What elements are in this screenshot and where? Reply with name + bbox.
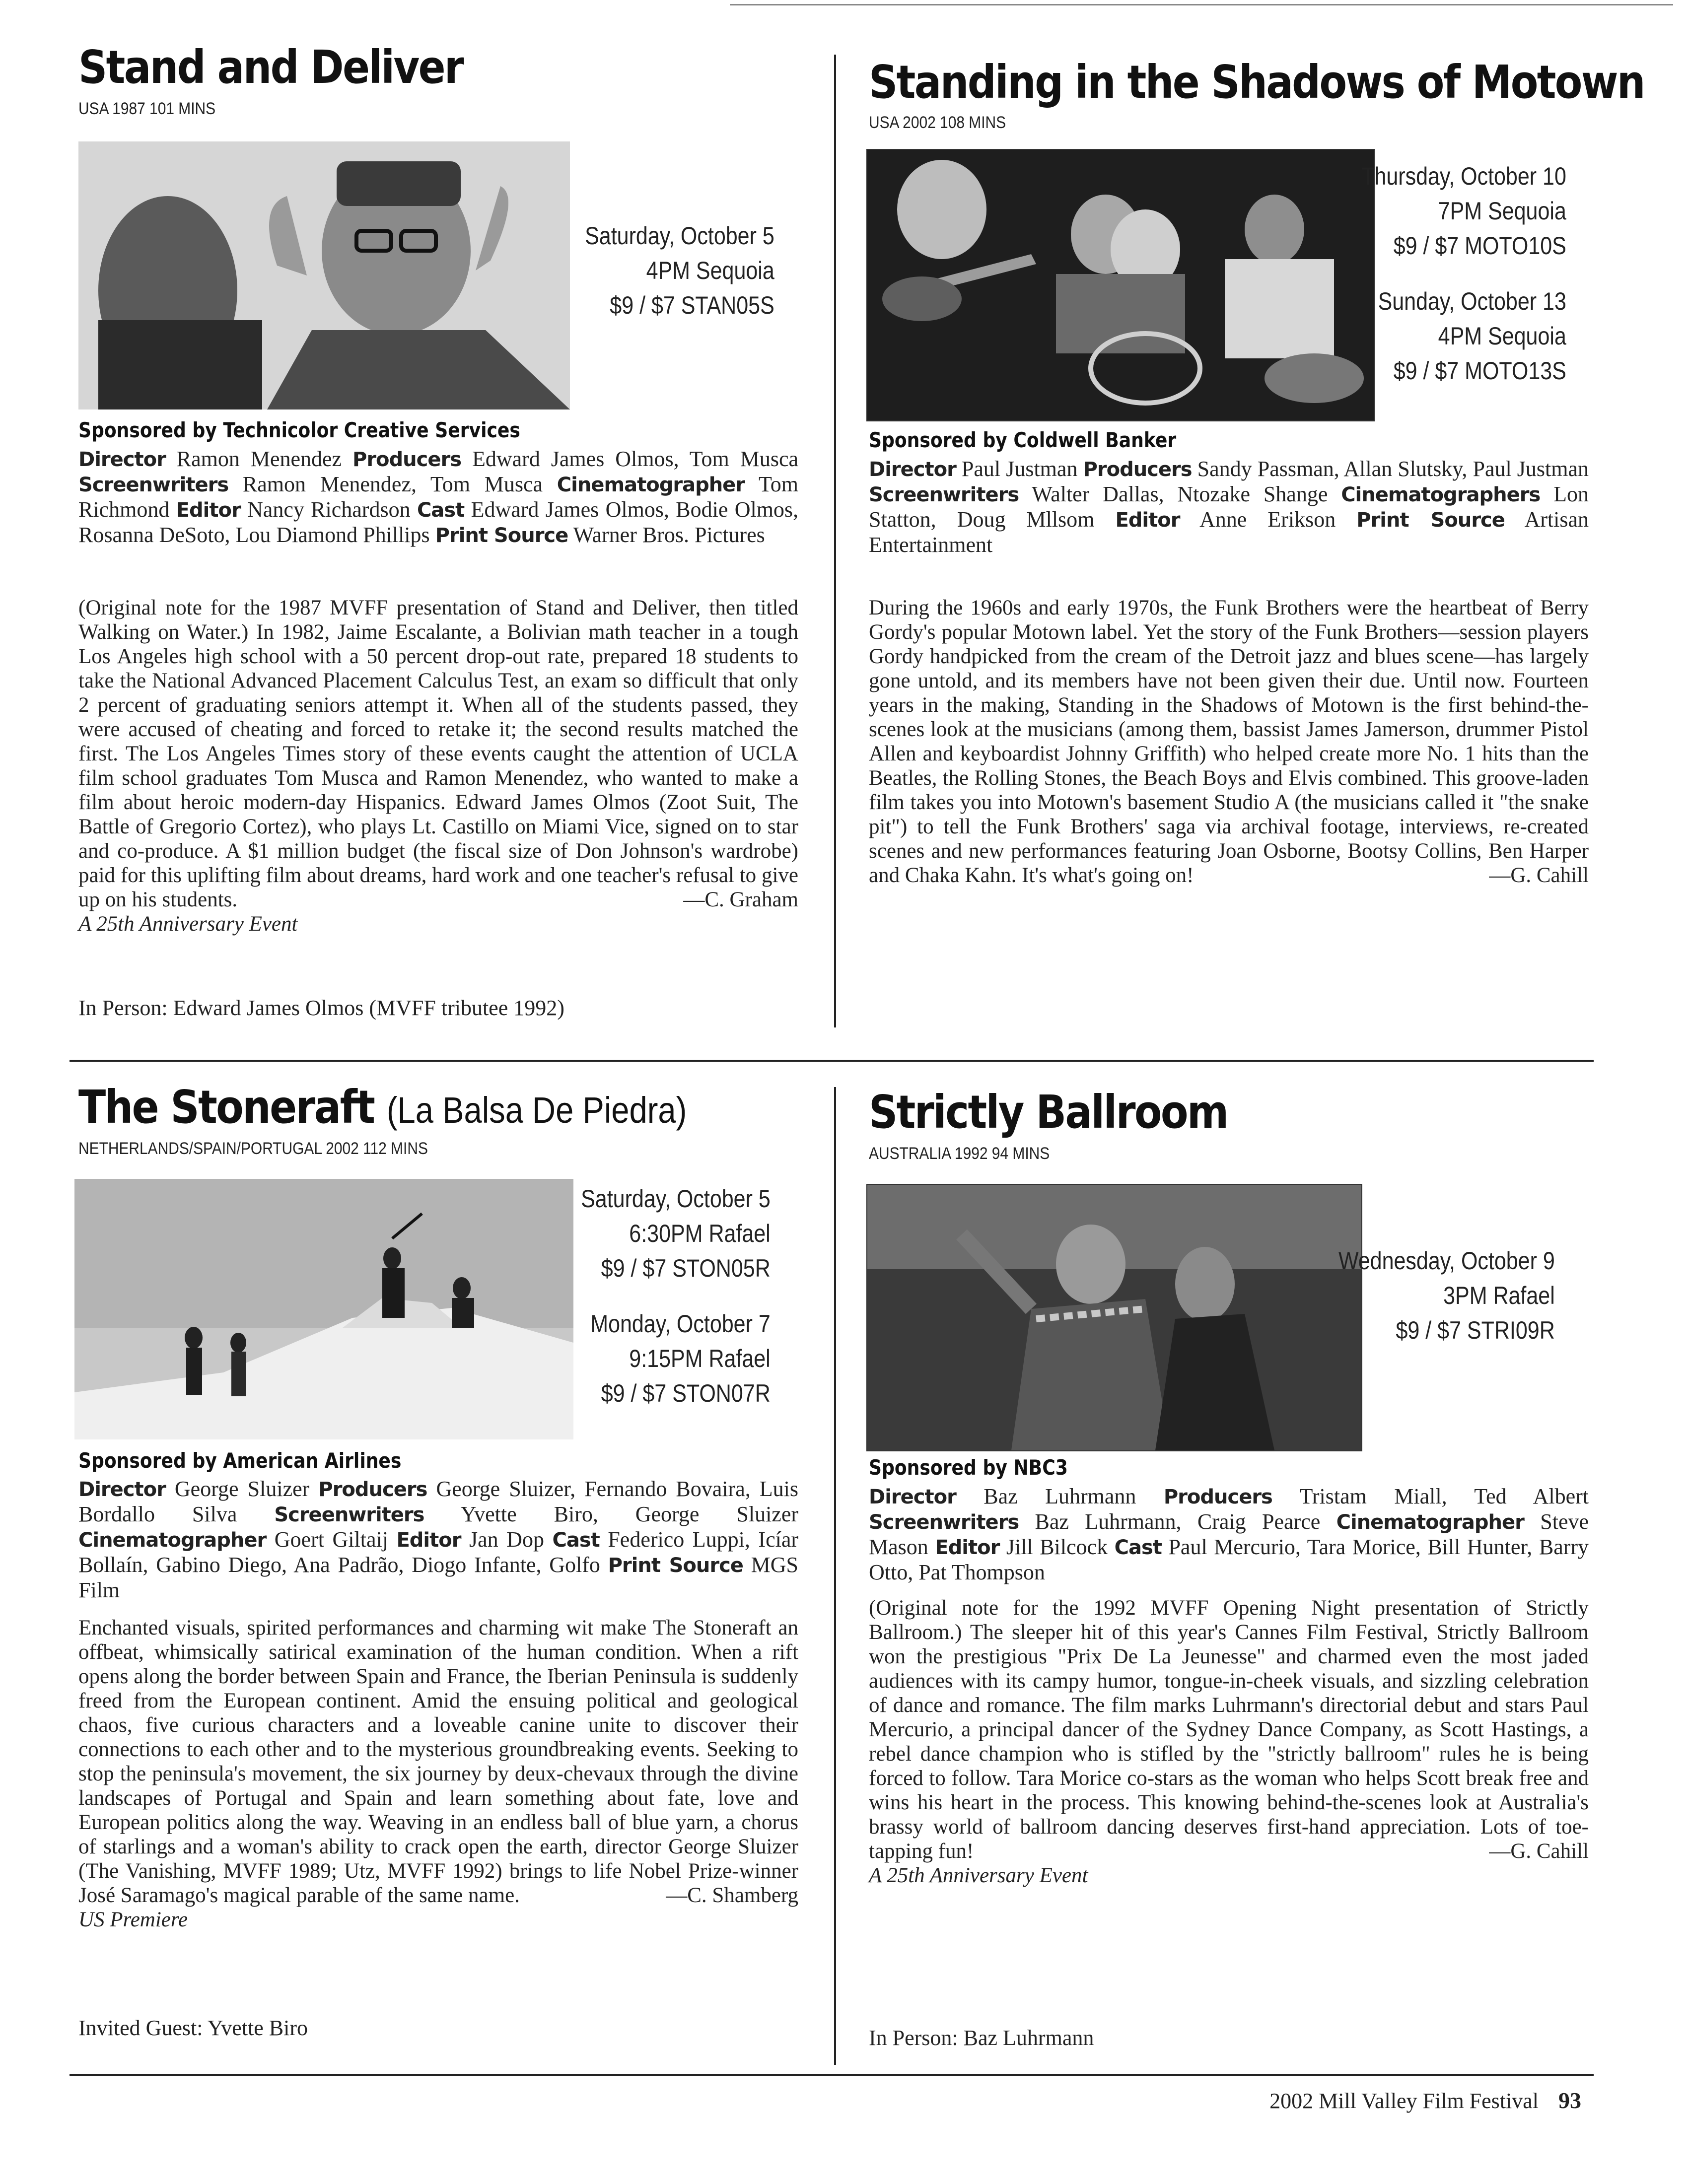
page-footer bbox=[1269, 2087, 1581, 2114]
credit-role: Director bbox=[78, 448, 166, 471]
credit-names: Paul Mercurio, Tara Morice, Bill Hunter, Barry Otto, Pat Thompson bbox=[869, 1535, 1589, 1584]
film-still-stand-and-deliver bbox=[78, 141, 570, 410]
credit-role: Cinematographer bbox=[78, 1529, 267, 1552]
screening-schedule bbox=[1338, 1243, 1555, 1348]
credit-names: Steve Mason bbox=[869, 1509, 1589, 1559]
credit-role: Producers bbox=[1083, 458, 1192, 481]
film-description bbox=[78, 596, 798, 936]
credit-names: Warner Bros. Pictures bbox=[573, 523, 765, 547]
screening bbox=[581, 1306, 771, 1411]
event-note: A 25th Anniversary Event bbox=[869, 1864, 1088, 1887]
credit-names: Walter Dallas, Ntozake Shange bbox=[1032, 482, 1328, 506]
credit-names: Paul Justman bbox=[961, 457, 1078, 481]
description-text: Enchanted visuals, spirited performances and charming wit make The Stoneraft an offbeat, whimsically satirical examination of the human condition. When a rift opens along the border between Spain and France, the Iberian Peninsula is suddenly freed from the European continent. Amid the ensuing political and geological chaos, five curious characters and a loveable canine unite to discover their connections to each other and to the mysterious groundbreaking events. Seeking to stop the peninsula's movement, the six journey by deux-chevaux through the divine landscapes of Portugal and Spain and learn something about fate, love and European politics along the way. Weaving in an endless ball of blue yarn, a chorus of starlings and a woman's ability to crack open the earth, director George Sluizer (The Vanishing, MVFF 1989; Utz, MVFF 1992) brings to life Nobel Prize-winner José Saramago's magical parable of the same name. bbox=[78, 1616, 798, 1907]
screening-day: Monday, October 7 bbox=[590, 1310, 771, 1338]
description-text: During the 1960s and early 1970s, the Funk Brothers were the heartbeat of Berry Gordy's popular Motown label. Yet the story of the Funk Brothers—session players Gordy handpicked from the cream of the Detroit jazz and blues scene—has largely gone untold, and its members have not been given their due. Until now. Fourteen years in the making, Standing in the Shadows of Motown is the first behind-the-scenes look at the musicians (among them, bassist James Jamerson, drummer Pistol Allen and keyboardist Johnny Griffith) who helped create more No. 1 hits than the Beatles, the Rolling Stones, the Beach Boys and Elvis combined. This groove-laden film takes you into Motown's basement Studio A (the musicians called it "the snake pit") to tell the Funk Brothers' saga via archival footage, interviews, re-created scenes and new performances featuring Joan Osborne, Bootsy Collins, Ben Harper and Chaka Kahn. It's what's going on! bbox=[869, 596, 1589, 887]
credit-role: Print Source bbox=[608, 1554, 743, 1577]
event-note: A 25th Anniversary Event bbox=[78, 912, 298, 936]
credit-role: Cast bbox=[1114, 1536, 1162, 1559]
screening-day: Sunday, October 13 bbox=[1378, 287, 1566, 315]
credit-role: Editor bbox=[935, 1536, 1000, 1559]
credit-role: Screenwriters bbox=[274, 1503, 424, 1526]
section-divider bbox=[70, 1060, 1594, 1062]
credit-role: Director bbox=[869, 1486, 956, 1508]
credit-role: Cinematographer bbox=[557, 474, 745, 496]
film-still-strictly-ballroom bbox=[866, 1184, 1362, 1451]
review-signature: —G. Cahill bbox=[1489, 1840, 1589, 1863]
credit-names: Edward James Olmos, Bodie Olmos, Rosanna DeSoto, Lou Diamond Phillips bbox=[78, 497, 799, 547]
screening-time-venue: 9:15PM Rafael bbox=[629, 1345, 771, 1372]
credit-names: Baz Luhrmann bbox=[984, 1484, 1136, 1508]
screening-price-code: $9 / $7 STON05R bbox=[601, 1254, 771, 1282]
credit-names: George Sluizer, Fernando Bovaira, Luis Bordallo Silva bbox=[78, 1477, 799, 1526]
credit-role: Producers bbox=[1163, 1486, 1272, 1508]
credit-role: Producers bbox=[352, 448, 462, 471]
review-signature: —G. Cahill bbox=[1489, 864, 1589, 887]
credit-names: Jan Dop bbox=[469, 1527, 544, 1552]
in-person-guest: In Person: Edward James Olmos (MVFF tributee 1992) bbox=[78, 996, 564, 1020]
sponsor-line: Sponsored by NBC3 bbox=[869, 1455, 1068, 1480]
description-text: (Original note for the 1992 MVFF Opening Night presentation of Strictly Ballroom.) The sleeper hit of this year's Cannes Film Festival, Strictly Ballroom won the prestigious "Prix De La Jeunesse" and charmed even the most jaded audiences with its campy humor, tongue-in-cheek visuals, and sizzling celebration of dance and romance. The film marks Luhrmann's directorial debut and stars Paul Mercurio, a principal dancer of the Sydney Dance Company, as Scott Hastings, a rebel dance champion who is stifled by the "strictly ballroom" rules he is being forced to follow. Tara Morice co-stars as the woman who helps Scott break free and wins his heart in the process. This knowing behind-the-scenes look at Australia's brassy world of ballroom dancing deserves first-hand appreciation. Lots of toe-tapping fun! bbox=[869, 1596, 1589, 1863]
credit-names: Yvette Biro, George Sluizer bbox=[460, 1502, 799, 1526]
credit-names: Ramon Menendez, Tom Musca bbox=[242, 472, 543, 496]
credit-role: Editor bbox=[1115, 509, 1180, 532]
screening-day: Saturday, October 5 bbox=[581, 1185, 771, 1213]
credit-names: Anne Erikson bbox=[1199, 507, 1336, 532]
credit-role: Cinematographers bbox=[1341, 483, 1541, 506]
film-title: Stand and Deliver bbox=[78, 41, 463, 94]
credit-role: Cinematographer bbox=[1336, 1511, 1524, 1534]
film-credits bbox=[78, 447, 798, 548]
screening-time-venue: 3PM Rafael bbox=[1443, 1282, 1555, 1309]
screening-time-venue: 7PM Sequoia bbox=[1438, 197, 1566, 225]
credit-role: Print Source bbox=[435, 524, 568, 547]
credit-role: Screenwriters bbox=[869, 483, 1019, 506]
page-number: 93 bbox=[1558, 2088, 1581, 2113]
screening bbox=[1361, 284, 1566, 388]
screening-price-code: $9 / $7 MOTO10S bbox=[1393, 232, 1566, 260]
screening-day: Saturday, October 5 bbox=[585, 222, 774, 250]
screening-price-code: $9 / $7 MOTO13S bbox=[1393, 357, 1566, 385]
footer-rule bbox=[70, 2074, 1594, 2076]
publication-name: 2002 Mill Valley Film Festival bbox=[1269, 2089, 1539, 2113]
film-title-row bbox=[78, 1081, 687, 1134]
screening-price-code: $9 / $7 STAN05S bbox=[610, 291, 774, 319]
credit-names: Sandy Passman, Allan Slutsky, Paul Justman bbox=[1197, 457, 1589, 481]
credit-names: Tristam Miall, Ted Albert bbox=[1299, 1484, 1589, 1508]
film-title: Strictly Ballroom bbox=[869, 1086, 1228, 1139]
credit-names: Ramon Menendez bbox=[176, 447, 342, 471]
sponsor-line: Sponsored by American Airlines bbox=[78, 1448, 402, 1473]
column-divider-top bbox=[834, 55, 836, 1027]
credit-role: Editor bbox=[396, 1529, 461, 1552]
credit-names: Edward James Olmos, Tom Musca bbox=[472, 447, 799, 471]
screening-time-venue: 6:30PM Rafael bbox=[629, 1220, 771, 1247]
screening bbox=[581, 1181, 771, 1286]
film-description bbox=[869, 596, 1589, 887]
screening-day: Thursday, October 10 bbox=[1361, 162, 1566, 190]
review-signature: —C. Graham bbox=[683, 888, 798, 911]
film-meta: NETHERLANDS/SPAIN/PORTUGAL 2002 112 MINS bbox=[78, 1139, 428, 1158]
credit-role: Print Source bbox=[1356, 509, 1505, 532]
credit-role: Screenwriters bbox=[869, 1511, 1019, 1534]
film-credits bbox=[869, 1484, 1589, 1585]
screening-schedule bbox=[585, 218, 774, 323]
credit-role: Screenwriters bbox=[78, 474, 229, 496]
credit-role: Cast bbox=[417, 499, 465, 522]
credit-role: Director bbox=[78, 1478, 166, 1501]
credit-names: Lon Statton, Doug Mllsom bbox=[869, 482, 1589, 532]
screening-day: Wednesday, October 9 bbox=[1338, 1247, 1555, 1275]
top-rule bbox=[730, 4, 1673, 5]
credit-names: Federico Luppi, Icíar Bollaín, Gabino Diego, Ana Padrão, Diogo Infante, Golfo bbox=[78, 1527, 798, 1577]
film-meta: USA 1987 101 MINS bbox=[78, 99, 216, 118]
screening-schedule bbox=[581, 1181, 771, 1411]
credit-names: Goert Giltaij bbox=[274, 1527, 388, 1552]
film-credits bbox=[78, 1477, 798, 1603]
film-still-stoneraft bbox=[74, 1179, 573, 1439]
film-title: Standing in the Shadows of Motown bbox=[869, 56, 1644, 109]
film-still-motown bbox=[866, 149, 1375, 421]
credit-role: Cast bbox=[552, 1529, 600, 1552]
sponsor-line: Sponsored by Coldwell Banker bbox=[869, 428, 1177, 452]
credit-role: Producers bbox=[318, 1478, 427, 1501]
screening-time-venue: 4PM Sequoia bbox=[646, 257, 774, 284]
film-meta: AUSTRALIA 1992 94 MINS bbox=[869, 1144, 1050, 1163]
film-meta: USA 2002 108 MINS bbox=[869, 113, 1006, 132]
screening bbox=[1338, 1243, 1555, 1348]
invited-guest: Invited Guest: Yvette Biro bbox=[78, 2016, 308, 2040]
screening-price-code: $9 / $7 STON07R bbox=[601, 1379, 771, 1407]
review-signature: —C. Shamberg bbox=[666, 1884, 798, 1907]
credit-names: Nancy Richardson bbox=[247, 497, 411, 522]
screening bbox=[1361, 159, 1566, 263]
credit-names: Baz Luhrmann, Craig Pearce bbox=[1035, 1509, 1321, 1534]
credit-names: Jill Bilcock bbox=[1006, 1535, 1108, 1559]
film-description bbox=[78, 1616, 798, 1932]
description-text: (Original note for the 1987 MVFF presentation of Stand and Deliver, then titled Walking on Water.) In 1982, Jaime Escalante, a Bolivian math teacher in a tough Los Angeles high school with a 50 percent drop-out rate, prepared 18 students to take the National Advanced Placement Calculus Test, an exam so difficult that only 2 percent of graduating seniors attempt it. When all of the students passed, they were accused of cheating and forced to retake it; the second results matched the first. The Los Angeles Times story of these events caught the attention of UCLA film school graduates Tom Musca and Ramon Menendez, who wanted to make a film about heroic modern-day Hispanics. Edward James Olmos (Zoot Suit, The Battle of Gregorio Cortez), who plays Lt. Castillo on Miami Vice, signed on to star and co-produce. A $1 million budget (the fiscal size of Don Johnson's wardrobe) paid for this uplifting film about dreams, hard work and one teacher's refusal to give up on his students. bbox=[78, 596, 798, 911]
film-credits bbox=[869, 457, 1589, 557]
screening-schedule bbox=[1361, 159, 1566, 388]
credit-names: MGS Film bbox=[78, 1553, 799, 1602]
film-title-alt: (La Balsa De Piedra) bbox=[386, 1090, 687, 1131]
credit-names: George Sluizer bbox=[174, 1477, 310, 1501]
credit-names: Tom Richmond bbox=[78, 472, 799, 522]
credit-names: Artisan Entertainment bbox=[869, 507, 1589, 557]
in-person-guest: In Person: Baz Luhrmann bbox=[869, 2026, 1094, 2050]
sponsor-line: Sponsored by Technicolor Creative Services bbox=[78, 418, 520, 442]
screening bbox=[585, 218, 774, 323]
credit-role: Director bbox=[869, 458, 956, 481]
column-divider-bottom bbox=[834, 1087, 836, 2065]
film-title: The Stoneraft bbox=[78, 1081, 374, 1134]
credit-role: Editor bbox=[176, 499, 241, 522]
event-note: US Premiere bbox=[78, 1908, 188, 1931]
screening-time-venue: 4PM Sequoia bbox=[1438, 322, 1566, 350]
film-description bbox=[869, 1596, 1589, 1888]
screening-price-code: $9 / $7 STRI09R bbox=[1396, 1316, 1555, 1344]
